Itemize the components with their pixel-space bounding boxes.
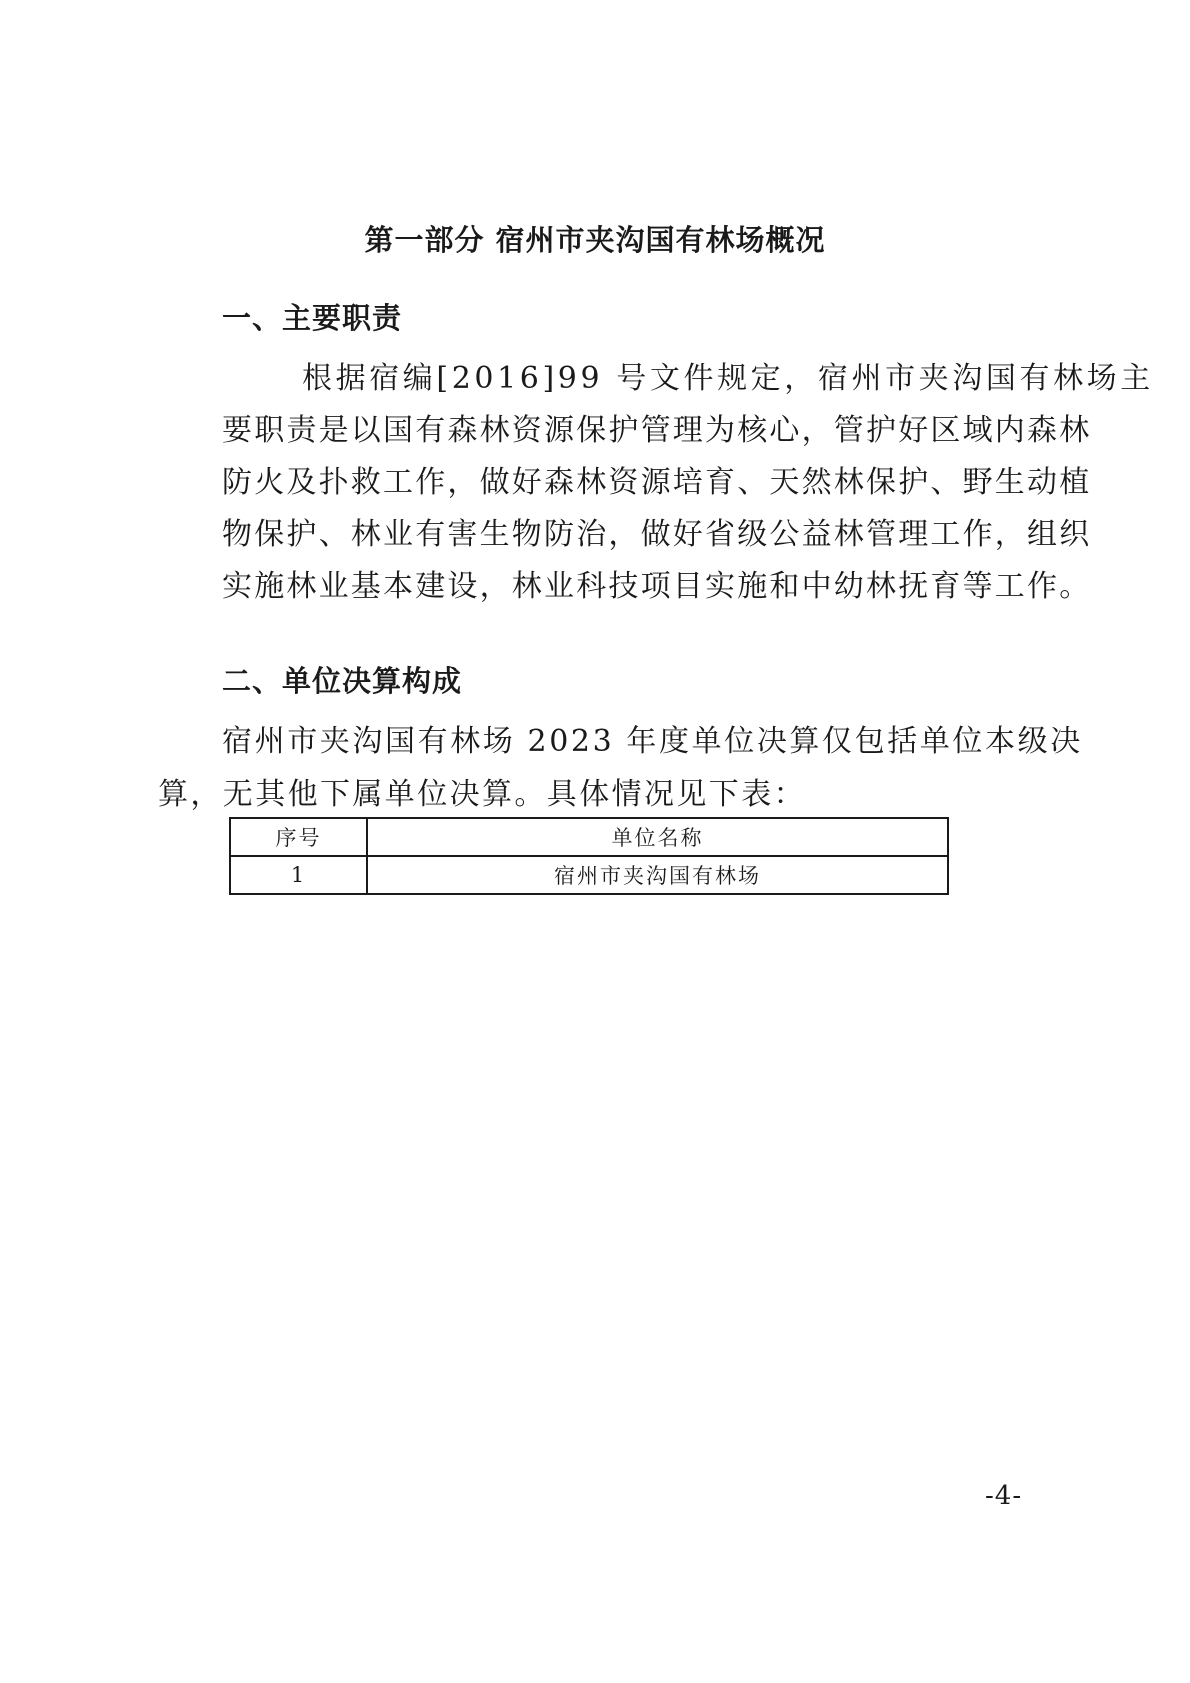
column-header-unit-name: 单位名称 xyxy=(367,818,948,856)
column-header-seq: 序号 xyxy=(230,818,367,856)
cell-seq: 1 xyxy=(230,856,367,894)
paragraph-line: 宿州市夹沟国有林场 2023 年度单位决算仅包括单位本级决 xyxy=(222,724,1083,759)
cell-unit-name: 宿州市夹沟国有林场 xyxy=(367,856,948,894)
paragraph-line: 要职责是以国有森林资源保护管理为核心，管护好区域内森林 xyxy=(222,413,1092,448)
paragraph-line: 物保护、林业有害生物防治，做好省级公益林管理工作，组织 xyxy=(222,517,1092,552)
paragraph-line: 算，无其他下属单位决算。具体情况见下表： xyxy=(158,777,806,812)
table-row xyxy=(230,856,948,894)
section-heading-composition: 二、单位决算构成 xyxy=(222,664,463,698)
paragraph-line: 根据宿编[2016]99 号文件规定，宿州市夹沟国有林场主 xyxy=(302,361,1154,396)
paragraph-line: 防火及扑救工作，做好森林资源培育、天然林保护、野生动植 xyxy=(222,465,1092,500)
unit-table xyxy=(229,817,949,895)
paragraph-line: 实施林业基本建设，林业科技项目实施和中幼林抚育等工作。 xyxy=(222,569,1092,604)
section-heading-duties: 一、主要职责 xyxy=(222,301,403,335)
page-title: 第一部分 宿州市夹沟国有林场概况 xyxy=(364,223,826,257)
page-number: -4- xyxy=(985,1481,1023,1511)
table-header-row xyxy=(230,818,948,856)
